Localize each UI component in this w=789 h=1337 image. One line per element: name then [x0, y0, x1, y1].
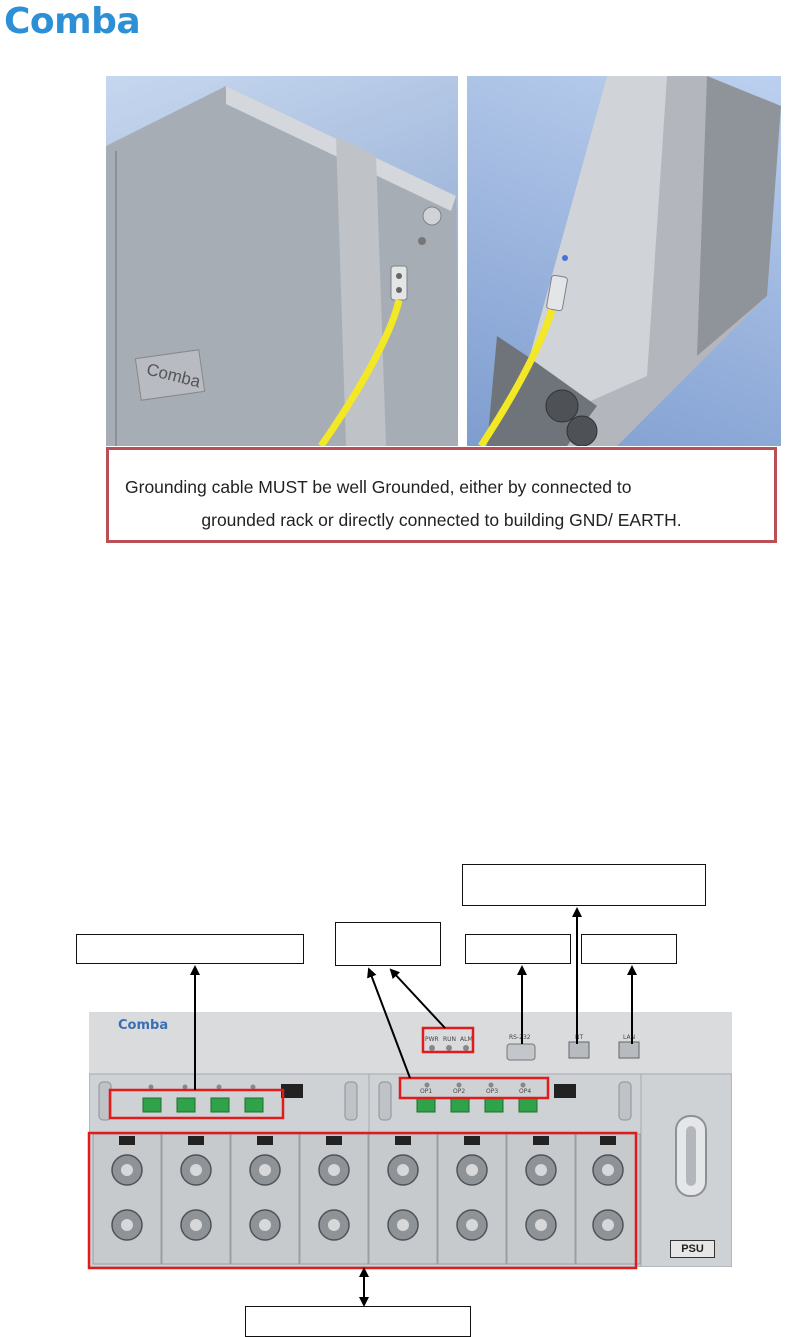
caption-line-2: grounded rack or directly connected to building GND/ EARTH. — [201, 510, 682, 530]
optical-port-label-1: OP1 — [420, 1088, 433, 1095]
led-label-run: RUN — [443, 1036, 457, 1043]
highlight-optical-ports-1 — [110, 1090, 283, 1118]
optical-port-label-3: OP3 — [486, 1088, 499, 1095]
led-label-alm: ALM — [460, 1036, 473, 1043]
highlight-leds — [423, 1028, 473, 1052]
device-brand-label: Comba — [118, 1018, 169, 1033]
optical-port-label-4: OP4 — [519, 1088, 532, 1095]
rs232-port-label: RS-232 — [509, 1034, 531, 1041]
comba-logo: Comba — [4, 1, 141, 42]
led-label-pwr: PWR — [425, 1036, 439, 1043]
lan-port-label: LAN — [623, 1034, 636, 1041]
psu-label: PSU — [670, 1240, 715, 1258]
device-nameplate-text: Comba — [144, 359, 203, 392]
optical-port-label-2: OP2 — [453, 1088, 466, 1095]
caption-line-1: Grounding cable MUST be well Grounded, either by connected to — [125, 477, 632, 497]
nt-port-label: NT — [575, 1034, 584, 1041]
highlight-rf-modules — [89, 1133, 636, 1268]
highlight-optical-ports-2 — [400, 1078, 548, 1098]
